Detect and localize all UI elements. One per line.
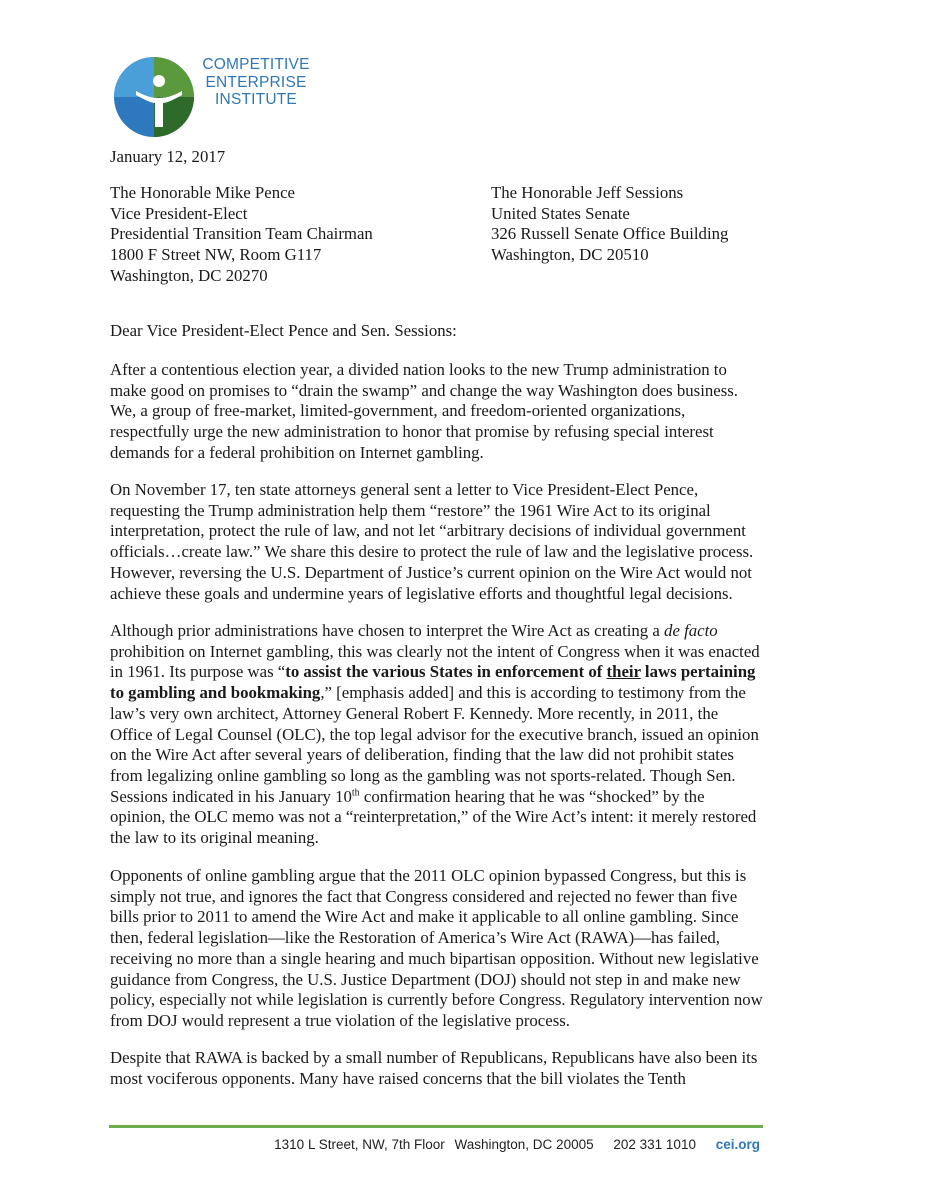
footer-website-link[interactable]: cei.org xyxy=(715,1137,760,1152)
letter-date: January 12, 2017 xyxy=(110,147,226,166)
paragraph-3 xyxy=(110,621,822,849)
paragraph-line: simply not true, and ignores the fact that Congress considered and rejected no fewer than five xyxy=(110,886,738,906)
paragraph-line: demands for a federal prohibition on Internet gambling. xyxy=(110,442,484,462)
emphasis-text: to gambling and bookmaking xyxy=(110,683,321,703)
paragraph-line: from DOJ would represent a true violation of the legislative process. xyxy=(110,1010,570,1030)
cei-logo-mark-icon xyxy=(112,55,196,139)
cei-logo xyxy=(112,55,322,139)
paragraph-line: most vociferous opponents. Many have raised concerns that the bill violates the Tenth xyxy=(110,1068,686,1088)
paragraph-line: interpretation, protect the rule of law, and not let “arbitrary decisions of individual government xyxy=(110,521,746,541)
paragraph-line: from legalizing online gambling so long as the gambling was not sports-related. Though Sen. xyxy=(110,765,736,785)
paragraph-1 xyxy=(110,360,822,464)
footer-phone: 202 331 1010 xyxy=(613,1137,696,1152)
ordinal-suffix: th xyxy=(351,787,360,799)
paragraph-line: After a contentious election year, a divided nation looks to the new Trump administration to xyxy=(110,360,727,379)
text-run: in 1961. Its purpose was “ xyxy=(110,662,286,682)
paragraph-line: requesting the Trump administration help them “restore” the 1961 Wire Act to its original xyxy=(110,500,711,520)
footer xyxy=(0,1137,760,1152)
paragraph-line: Despite that RAWA is backed by a small number of Republicans, Republicans have also been its xyxy=(110,1048,758,1067)
paragraph-2 xyxy=(110,480,822,604)
recipient-right-address xyxy=(491,183,728,266)
paragraph-line: the law to its original meaning. xyxy=(110,828,319,848)
paragraph-line: policy, especially not while legislation is currently before Congress. Regulatory intervention now xyxy=(110,990,763,1010)
address-line: The Honorable Jeff Sessions xyxy=(491,183,684,202)
paragraph-line xyxy=(110,683,822,704)
logo-line-3: INSTITUTE xyxy=(215,91,297,108)
paragraph-line xyxy=(110,662,822,683)
paragraph-line: make good on promises to “drain the swamp” and change the way Washington does business. xyxy=(110,380,738,400)
paragraph-line: guidance from Congress, the U.S. Justice Department (DOJ) should not step in and make new xyxy=(110,969,741,989)
address-line: 1800 F Street NW, Room G117 xyxy=(110,245,322,265)
footer-address: 1310 L Street, NW, 7th Floor xyxy=(274,1137,445,1152)
paragraph-line: respectfully urge the new administration to honor that promise by refusing special interest xyxy=(110,422,714,442)
paragraph-line: opinion, the OLC memo was not a “reinterpretation,” of the Wire Act’s intent: it merely restored xyxy=(110,807,757,827)
text-run: Although prior administrations have chosen to interpret the Wire Act as creating a xyxy=(110,621,665,640)
paragraph-line: However, reversing the U.S. Department of Justice’s current opinion on the Wire Act would not xyxy=(110,562,752,582)
address-line: Washington, DC 20270 xyxy=(110,265,268,285)
paragraph-line: bills prior to 2011 to amend the Wire Act and make it applicable to all online gambling. Since xyxy=(110,907,739,927)
address-line: 326 Russell Senate Office Building xyxy=(491,224,729,244)
footer-divider xyxy=(109,1125,763,1128)
paragraph-line: We, a group of free-market, limited-government, and freedom-oriented organizations, xyxy=(110,401,686,421)
emphasis-underlined-text: their xyxy=(606,662,641,682)
paragraph-line xyxy=(110,787,822,808)
recipient-left-address xyxy=(110,183,373,287)
paragraph-line: law’s very own architect, Attorney General Robert F. Kennedy. More recently, in 2011, the xyxy=(110,703,719,723)
paragraph-line: prohibition on Internet gambling, this was clearly not the intent of Congress when it was enacted xyxy=(110,641,760,661)
paragraph-line: achieve these goals and undermine years of legislative efforts and thoughtful legal decisions. xyxy=(110,583,733,603)
address-line: The Honorable Mike Pence xyxy=(110,183,295,202)
paragraph-line: On November 17, ten state attorneys general sent a letter to Vice President-Elect Pence, xyxy=(110,480,699,499)
address-line: Washington, DC 20510 xyxy=(491,245,649,265)
logo-line-1: COMPETITIVE xyxy=(202,56,310,73)
address-line: Vice President-Elect xyxy=(110,203,248,223)
logo-line-2: ENTERPRISE xyxy=(205,73,307,91)
paragraph-line: officials…create law.” We share this desire to protect the rule of law and the legislative process. xyxy=(110,542,754,562)
emphasis-text: to assist the various States in enforcement of xyxy=(285,662,607,682)
salutation: Dear Vice President-Elect Pence and Sen. Sessions: xyxy=(110,321,457,340)
paragraph-4 xyxy=(110,866,822,1032)
paragraph-line: on the Wire Act after several years of deliberation, finding that the law did not prohibit states xyxy=(110,745,734,765)
text-run: ,” [emphasis added] and this is according to testimony from the xyxy=(320,683,746,703)
footer-city: Washington, DC 20005 xyxy=(454,1137,594,1152)
emphasis-text: laws pertaining xyxy=(640,662,756,682)
paragraph-line: receiving no more than a single hearing and much bipartisan opposition. Without new legislative xyxy=(110,948,759,968)
text-run: confirmation hearing that he was “shocked” by the xyxy=(359,786,705,806)
paragraph-5 xyxy=(110,1048,822,1089)
italic-text: de facto xyxy=(664,621,718,640)
paragraph-line xyxy=(110,621,822,642)
paragraph-line: Opponents of online gambling argue that the 2011 OLC opinion bypassed Congress, but this is xyxy=(110,866,747,885)
text-run: Sessions indicated in his January 10 xyxy=(110,786,352,806)
paragraph-line: Office of Legal Counsel (OLC), the top legal advisor for the executive branch, issued an opinion xyxy=(110,724,759,744)
address-line: United States Senate xyxy=(491,203,630,223)
paragraph-line: then, federal legislation—like the Restoration of America’s Wire Act (RAWA)—has failed, xyxy=(110,928,721,948)
address-line: Presidential Transition Team Chairman xyxy=(110,224,373,244)
